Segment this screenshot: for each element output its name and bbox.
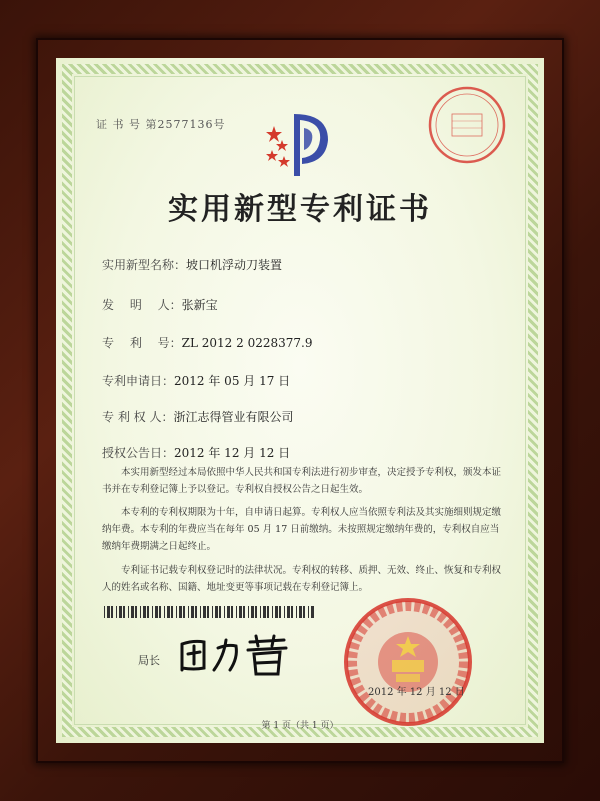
- field-label: 发 明 人：: [102, 298, 182, 312]
- paragraph-grant: 本实用新型经过本局依照中华人民共和国专利法进行初步审查，决定授予专利权，颁发本证书并在专利登记簿上予以登记。专利权自授权公告之日起生效。: [102, 467, 502, 495]
- field-patent-number: [102, 334, 312, 351]
- field-value: 浙江志得管业有限公司: [173, 410, 294, 424]
- field-label: 专利申请日：: [102, 374, 175, 388]
- director-label: 局长: [138, 654, 160, 667]
- paragraph-term: 本专利的专利权期限为十年，自申请日起算。专利权人应当依照专利法及其实施细则规定缴纳年费。本专利的年费应当在每年 05 月 17 日前缴纳。未按照规定缴纳年费的，专利权自应当缴纳年费期满之日起终止。: [102, 507, 502, 552]
- field-application-date: [102, 372, 290, 389]
- issue-date: 2012 年 12 月 12 日: [368, 687, 465, 698]
- certificate-number: 证 书 号 第2577136号: [96, 118, 226, 131]
- field-value: ZL 2012 2 0228377.9: [181, 336, 313, 350]
- page-indicator: 第 1 页（共 1 页）: [261, 721, 339, 731]
- field-value: 2012 年 05 月 17 日: [174, 374, 291, 388]
- field-label: 实用新型名称：: [102, 258, 187, 272]
- field-patentee: [102, 408, 293, 425]
- field-utility-model-name: [102, 256, 282, 273]
- patent-office-logo-icon: [266, 106, 330, 178]
- field-inventor: [102, 296, 218, 313]
- field-value: 张新宝: [181, 298, 218, 312]
- field-value: 坡口机浮动刀装置: [186, 258, 283, 272]
- certificate-title: 实用新型专利证书: [168, 192, 432, 227]
- field-grant-date: [102, 444, 290, 461]
- field-label: 专 利 权 人：: [102, 410, 174, 424]
- agency-seal-icon: [426, 84, 508, 166]
- barcode-icon: [104, 606, 314, 618]
- field-value: 2012 年 12 月 12 日: [174, 446, 291, 460]
- paragraph-legal-status: 专利证书记载专利权登记时的法律状况。专利权的转移、质押、无效、终止、恢复和专利权人的姓名或名称、国籍、地址变更等事项记载在专利登记簿上。: [102, 565, 502, 593]
- certificate-paper: [56, 58, 544, 743]
- field-label: 授权公告日：: [102, 446, 175, 460]
- field-label: 专 利 号：: [102, 336, 182, 350]
- national-ip-office-seal-icon: [342, 596, 474, 728]
- director-signature-icon: [174, 630, 294, 678]
